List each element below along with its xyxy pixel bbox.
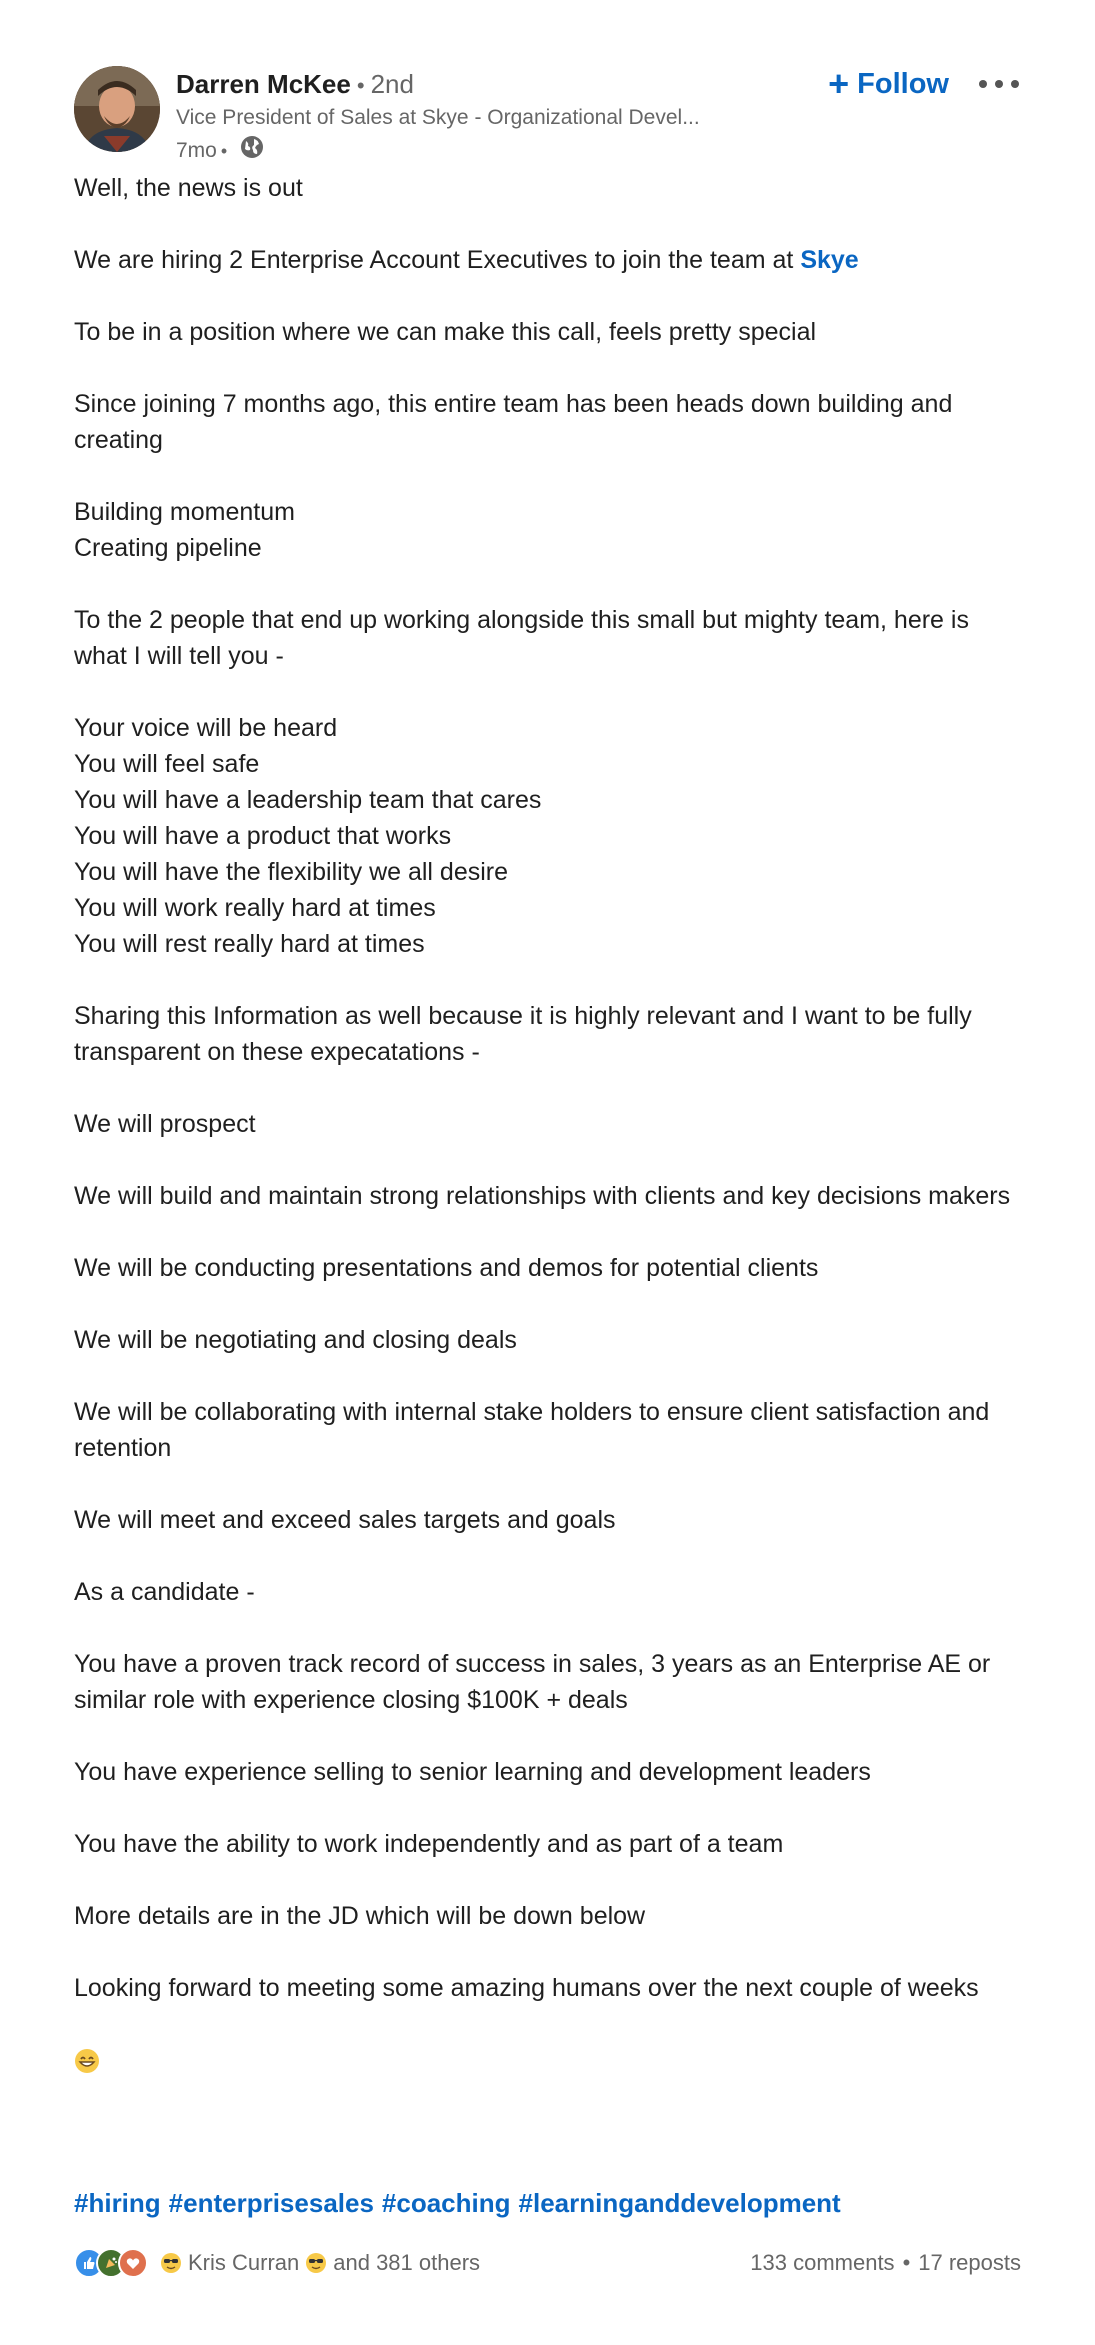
more-dots-icon[interactable] (979, 72, 1019, 96)
dot (1011, 80, 1019, 88)
post-line: We will build and maintain strong relationships with clients and key decisions makers (74, 1182, 1011, 1210)
post-text: We are hiring 2 Enterprise Account Executives to join the team at (74, 246, 801, 274)
reactions-summary[interactable] (74, 2245, 480, 2281)
globe-icon (239, 134, 265, 168)
social-counts (74, 2245, 1021, 2281)
post-line: You will have the flexibility we all desire (74, 858, 509, 886)
post-line: Sharing this Information as well because it is highly relevant and I want to be fully transparent on these expecatations - (74, 1002, 972, 1066)
post-line: To the 2 people that end up working alongside this small but mighty team, here is what I will tell you - (74, 606, 969, 670)
post-line: You have experience selling to senior learning and development leaders (74, 1758, 871, 1786)
grin-emoji-icon (74, 2048, 100, 2074)
hashtag-link[interactable]: #enterprisesales (168, 2188, 374, 2218)
post-line: Building momentum (74, 498, 295, 526)
author-meta (176, 68, 776, 168)
post-line: As a candidate - (74, 1578, 255, 1606)
dot (979, 80, 987, 88)
post-line: Creating pipeline (74, 534, 262, 562)
separator-dot: • (902, 2250, 911, 2275)
others-count[interactable]: and 381 others (333, 2250, 481, 2275)
hashtag-link[interactable]: #coaching (381, 2188, 511, 2218)
engagement-counts (750, 2245, 1021, 2281)
post-line: You will feel safe (74, 750, 260, 778)
post-line: Your voice will be heard (74, 714, 338, 742)
post-line (74, 242, 1024, 278)
follow-button[interactable] (828, 64, 949, 104)
post-line: Since joining 7 months ago, this entire team has been heads down building and creating (74, 390, 953, 454)
dot (995, 80, 1003, 88)
plus-icon: + (828, 63, 850, 104)
avatar[interactable] (74, 66, 160, 152)
post-body (74, 170, 1024, 2078)
post-line: You will rest really hard at times (74, 930, 425, 958)
separator-dot: • (220, 141, 228, 161)
post-time: 7mo (176, 139, 217, 162)
author-name-row (176, 68, 776, 102)
hashtags (74, 2185, 849, 2221)
liker-name[interactable]: Kris Curran (188, 2250, 300, 2275)
love-reaction-icon (118, 2248, 148, 2278)
post-line: You will have a product that works (74, 822, 452, 850)
hashtag-link[interactable]: #learninganddevelopment (518, 2188, 841, 2218)
likers-text (160, 2250, 480, 2276)
comments-count[interactable]: 133 comments (750, 2250, 895, 2275)
sunglasses-emoji-icon (305, 2252, 327, 2274)
post-line: We will prospect (74, 1110, 256, 1138)
follow-label: Follow (857, 67, 949, 100)
separator-dot: • (356, 73, 365, 98)
post-line: You have a proven track record of success in sales, 3 years as an Enterprise AE or similar role with experience closing $100K + deals (74, 1650, 991, 1714)
post-line: We will be conducting presentations and demos for potential clients (74, 1254, 819, 1282)
post-line: You will work really hard at times (74, 894, 436, 922)
sunglasses-emoji-icon (160, 2252, 182, 2274)
post-line: We will be collaborating with internal stake holders to ensure client satisfaction and retention (74, 1398, 990, 1462)
post-line: Well, the news is out (74, 174, 303, 202)
post-line: You will have a leadership team that cares (74, 786, 542, 814)
connection-degree: 2nd (370, 69, 414, 99)
post-line: We will be negotiating and closing deals (74, 1326, 517, 1354)
post-line: More details are in the JD which will be down below (74, 1902, 646, 1930)
post-line: Looking forward to meeting some amazing humans over the next couple of weeks (74, 1974, 979, 2002)
reposts-count[interactable]: 17 reposts (918, 2250, 1021, 2275)
post-line: To be in a position where we can make this call, feels pretty special (74, 318, 817, 346)
author-headline: Vice President of Sales at Skye - Organizational Devel... (176, 106, 700, 129)
author-name[interactable]: Darren McKee (176, 69, 351, 99)
post-header (74, 64, 1021, 164)
post-line: We will meet and exceed sales targets and goals (74, 1506, 616, 1534)
post-time-row (176, 134, 776, 168)
company-mention-link[interactable]: Skye (800, 246, 859, 274)
post-line (74, 2042, 1024, 2078)
post-line: You have the ability to work independently and as part of a team (74, 1830, 784, 1858)
hashtag-link[interactable]: #hiring (74, 2188, 161, 2218)
